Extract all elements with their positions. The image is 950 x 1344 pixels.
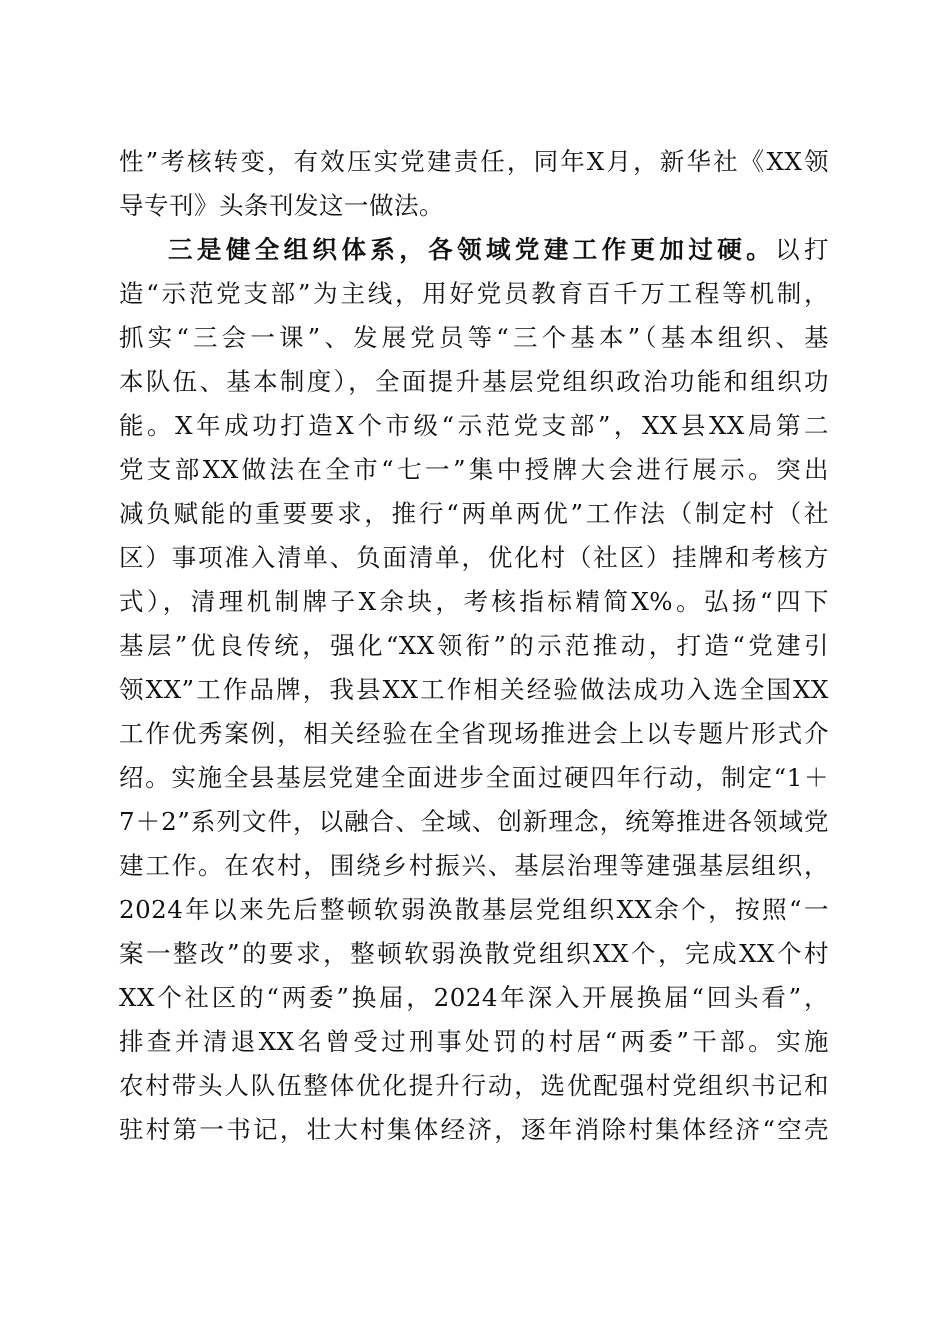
text-line: XX个社区的“两委”换届，2024年深入开展换届“回头看”，	[119, 983, 829, 1012]
text-line: 性”考核转变，有效压实党建责任，同年X月，新华社《XX领	[119, 147, 829, 176]
text-line: 减负赋能的重要要求，推行“两单两优”工作法（制定村（社	[119, 499, 829, 528]
text-line: 驻村第一书记，壮大村集体经济，逐年消除村集体经济“空壳	[119, 1115, 829, 1144]
text-line: 造“示范党支部”为主线，用好党员教育百千万工程等机制，	[119, 279, 829, 308]
text-line: 本队伍、基本制度），全面提升基层党组织政治功能和组织功	[119, 367, 829, 396]
text-line: 2024年以来先后整顿软弱涣散基层党组织XX余个，按照“一	[119, 895, 829, 924]
section-heading-line	[119, 228, 829, 272]
section-heading: 三是健全组织体系，各领域党建工作更加过硬。	[168, 235, 776, 264]
text-line: 工作优秀案例，相关经验在全省现场推进会上以专题片形式介	[119, 719, 829, 748]
text-line: 抓实“三会一课”、发展党员等“三个基本”（基本组织、基	[119, 323, 829, 352]
text-line: 区）事项准入清单、负面清单，优化村（社区）挂牌和考核方	[119, 543, 829, 572]
text-line: 7＋2”系列文件，以融合、全域、创新理念，统筹推进各领域党	[119, 807, 829, 836]
text-line: 案一整改”的要求，整顿软弱涣散党组织XX个，完成XX个村	[119, 939, 829, 968]
body-text	[119, 140, 829, 1152]
text-line: 建工作。在农村，围绕乡村振兴、基层治理等建强基层组织，	[119, 851, 829, 880]
text-line: 能。X年成功打造X个市级“示范党支部”，XX县XX局第二	[119, 411, 829, 440]
heading-line-rest: 以打	[775, 235, 830, 264]
text-line: 基层”优良传统，强化“XX领衔”的示范推动，打造“党建引	[119, 631, 829, 660]
text-line: 农村带头人队伍整体优化提升行动，选优配强村党组织书记和	[119, 1071, 829, 1100]
text-line: 式），清理机制牌子X余块，考核指标精简X%。弘扬“四下	[119, 587, 829, 616]
text-line: 党支部XX做法在全市“七一”集中授牌大会进行展示。突出	[119, 455, 829, 484]
text-line: 导专刊》头条刊发这一做法。	[119, 191, 444, 220]
text-line: 领XX”工作品牌，我县XX工作相关经验做法成功入选全国XX	[119, 675, 829, 704]
text-line: 排查并清退XX名曾受过刑事处罚的村居“两委”干部。实施	[119, 1027, 829, 1056]
text-line: 绍。实施全县基层党建全面进步全面过硬四年行动，制定“1＋	[119, 763, 829, 792]
